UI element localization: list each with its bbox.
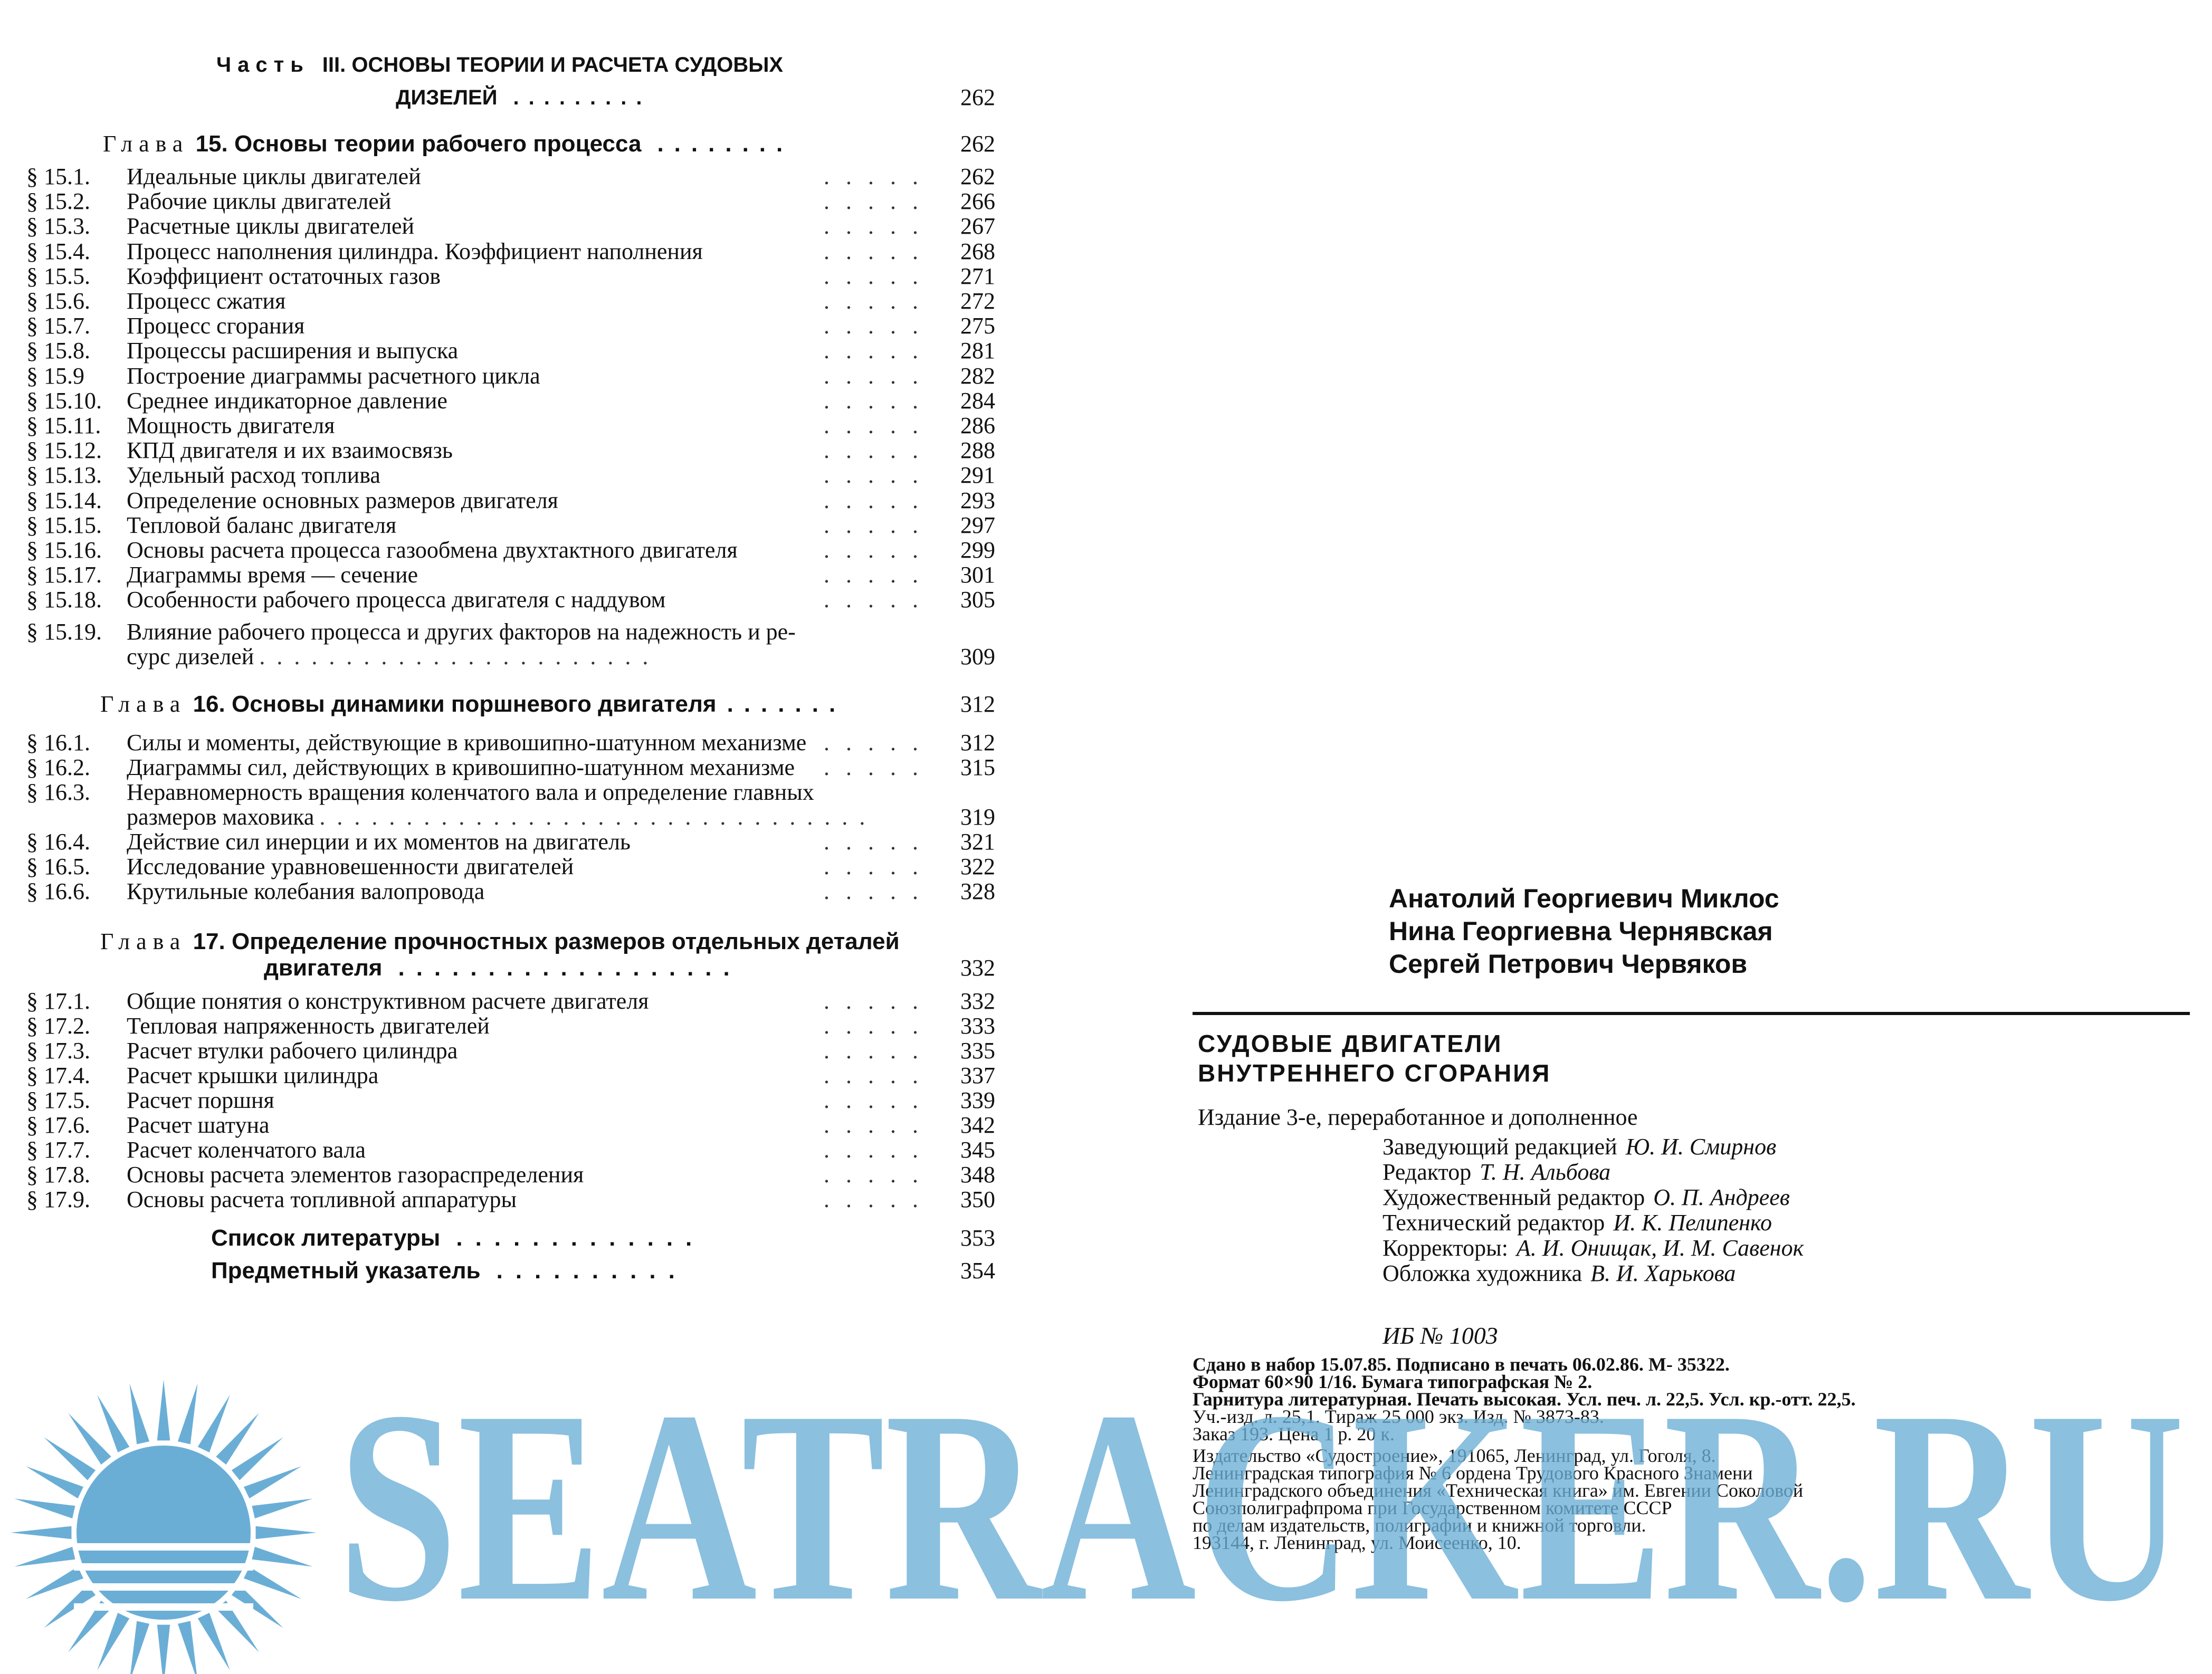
toc-item <box>0 512 1018 539</box>
part-page: 262 <box>960 84 995 110</box>
sun-ray <box>26 1466 83 1498</box>
chapter-17-title-line2-text: двигателя <box>264 955 383 981</box>
toc-item-title: Особенности рабочего процесса двигателя с наддувом <box>127 587 666 613</box>
credit-name: В. И. Харькова <box>1590 1260 1736 1286</box>
credit-role: Художественный редактор <box>1382 1184 1645 1210</box>
toc-item-title: Расчет крышки цилиндра <box>127 1063 379 1088</box>
toc-item <box>0 829 1018 855</box>
credit-line <box>1382 1185 1804 1210</box>
toc-item-number: § 17.2. <box>26 1013 90 1039</box>
toc-item <box>0 213 1018 240</box>
toc-item-16-3-line2-text: размеров маховика <box>127 804 314 830</box>
toc-item-number: § 15.3. <box>26 213 90 240</box>
toc-item-page: 348 <box>960 1162 995 1188</box>
leader-dots: . . . . . <box>824 754 923 780</box>
toc-item <box>0 1137 1018 1163</box>
leader-dots: . . . . . <box>824 1013 923 1039</box>
sun-ray <box>244 1466 301 1498</box>
toc-item-number: § 15.15. <box>26 512 102 538</box>
editorial-credits <box>1382 1134 1804 1286</box>
toc-item-number: § 15.11. <box>26 413 101 438</box>
credit-line <box>1382 1160 1804 1185</box>
author-2: Нина Георгиевна Чернявская <box>1389 916 1773 946</box>
chapter-17-label: Глава <box>100 929 187 954</box>
leader-dots: . . . . . <box>824 587 923 613</box>
credit-name: А. И. Онищак, И. М. Савенок <box>1516 1235 1804 1261</box>
chapter-16-page: 312 <box>960 691 995 717</box>
toc-item-number: § 16.6. <box>26 878 90 904</box>
toc-item <box>0 754 1018 781</box>
chapter-15-title: 15. Основы теории рабочего процесса <box>195 131 642 157</box>
leader-dots: . . . . . <box>824 1087 923 1113</box>
toc-item <box>0 1187 1018 1213</box>
toc-item-15-19-line2-text: сурс дизелей <box>127 644 254 669</box>
toc-item-page: 301 <box>960 562 995 588</box>
toc-item-title: Рабочие циклы двигателей <box>127 188 392 215</box>
sun-ray <box>244 1567 301 1599</box>
chapter-17-title-line1: 17. Определение прочностных размеров отдельных деталей <box>193 929 900 954</box>
toc-item <box>0 988 1018 1015</box>
toc-item-16-3-page: 319 <box>960 804 995 830</box>
toc-item <box>0 730 1018 756</box>
sun-icon <box>11 1380 317 1674</box>
sun-ray <box>14 1498 75 1518</box>
leader-dots: . . . . . <box>824 362 923 389</box>
leader-dots: . . . . . <box>824 462 923 489</box>
toc-item-number: § 15.4. <box>26 238 90 264</box>
toc-item-number: § 15.2. <box>26 188 90 215</box>
sun-stripe <box>74 1563 253 1571</box>
toc-item-title: Коэффициент остаточных газов <box>127 263 441 289</box>
leader-dots: . . . . . <box>824 1137 923 1163</box>
toc-item <box>0 388 1018 414</box>
toc-item-number: § 17.7. <box>26 1137 90 1163</box>
leader-dots: . . . . . <box>824 238 923 264</box>
leader-dots: . . . . . <box>824 730 923 755</box>
toc-item <box>0 313 1018 339</box>
credit-line <box>1382 1210 1804 1236</box>
print-detail-line: Сдано в набор 15.07.85. Подписано в печать 06.02.86. М- 35322. <box>1193 1354 1730 1375</box>
leader-dots: . . . . . <box>824 413 923 438</box>
toc-item-page: 268 <box>960 238 995 264</box>
toc-item-title: Тепловой баланс двигателя <box>127 512 397 538</box>
toc-item <box>0 462 1018 489</box>
leader-dots: . . . . . <box>824 562 923 588</box>
toc-item-page: 299 <box>960 537 995 563</box>
toc-item-number: § 15.6. <box>26 288 90 314</box>
toc-item-page: 271 <box>960 263 995 289</box>
leader-dots: . . . . . <box>824 437 923 464</box>
sun-disk <box>77 1446 251 1620</box>
leader-dots: . . . . . <box>824 213 923 240</box>
leader-dots: . . . . . <box>824 263 923 289</box>
toc-item <box>0 1038 1018 1064</box>
toc-item-title: Силы и моменты, действующие в кривошипно-шатунном механизме <box>127 730 807 755</box>
toc-item-number: § 17.1. <box>26 988 90 1014</box>
credit-line <box>1382 1134 1804 1160</box>
toc-item-title: Диаграммы время — сечение <box>127 562 418 588</box>
part-heading <box>216 52 783 78</box>
toc-item <box>0 413 1018 439</box>
bibliography-entry: Список литературы ............. <box>211 1225 705 1251</box>
toc-item <box>0 1063 1018 1089</box>
leader-dots: . . . . . <box>824 164 923 189</box>
toc-item <box>0 1112 1018 1139</box>
toc-item <box>0 537 1018 563</box>
book-title <box>1198 1029 1551 1088</box>
toc-item-16-3-line2: размеров маховика ................................ <box>127 804 877 830</box>
print-detail-line: Союзполиграфпрома при Государственном комитете СССР <box>1193 1497 1672 1518</box>
sun-ray <box>26 1567 83 1599</box>
leader-dots: . . . . . <box>824 1112 923 1138</box>
toc-item-number: § 17.9. <box>26 1187 90 1212</box>
toc-item-number: § 15.19. <box>26 619 102 645</box>
leader-dots: . . . . . <box>824 1162 923 1188</box>
toc-item-title: Основы расчета топливной аппаратуры <box>127 1187 517 1212</box>
leader-dots: . . . . . <box>824 1187 923 1212</box>
toc-item <box>0 1162 1018 1188</box>
leader-dots: . . . . . <box>824 1063 923 1088</box>
chapter-15-heading: Глава 15. Основы теории рабочего процесса ........ <box>103 131 794 157</box>
ib-number: ИБ № 1003 <box>1382 1322 1498 1349</box>
chapter-16-label: Глава <box>100 691 187 717</box>
toc-item-title: Процессы расширения и выпуска <box>127 338 459 364</box>
toc-item-title: Действие сил инерции и их моментов на двигатель <box>127 829 631 855</box>
toc-item-title: Среднее индикаторное давление <box>127 387 447 414</box>
toc-item-title: Крутильные колебания валопровода <box>127 878 485 904</box>
leader-dots: . . . . . <box>824 338 923 364</box>
leader-dots: . . . . . <box>824 288 923 314</box>
toc-item <box>0 363 1018 389</box>
toc-item-title: Построение диаграммы расчетного цикла <box>127 362 540 389</box>
toc-item <box>0 1087 1018 1114</box>
leader-dots: . . . . . <box>824 1038 923 1064</box>
toc-item <box>0 854 1018 880</box>
toc-item-page: 312 <box>960 730 995 755</box>
leader-dots: . . . . . <box>824 988 923 1014</box>
toc-item-page: 333 <box>960 1013 995 1039</box>
toc-item-page: 297 <box>960 512 995 538</box>
toc-item-number: § 15.1. <box>26 164 90 189</box>
toc-item-page: 288 <box>960 437 995 464</box>
toc-item <box>0 164 1018 190</box>
leader-dots: . . . . . <box>824 537 923 563</box>
toc-item-number: § 15.18. <box>26 587 102 613</box>
toc-item-15-19-page: 309 <box>960 644 995 669</box>
toc-item <box>0 878 1018 905</box>
toc-item <box>0 338 1018 364</box>
part-title-line2: ДИЗЕЛЕЙ ......... <box>396 86 652 109</box>
credit-role: Заведующий редакцией <box>1382 1134 1617 1160</box>
credit-role: Корректоры: <box>1382 1235 1508 1261</box>
toc-item-title: Идеальные циклы двигателей <box>127 164 421 189</box>
bibliography-page: 353 <box>960 1225 995 1251</box>
sun-ray <box>178 1621 198 1674</box>
author-3: Сергей Петрович Червяков <box>1389 949 1748 979</box>
toc-item-number: § 16.5. <box>26 854 90 879</box>
toc-item-number: § 15.7. <box>26 313 90 339</box>
chapter-17-heading <box>100 929 900 955</box>
toc-item-16-3 <box>26 779 90 806</box>
toc-item-page: 266 <box>960 188 995 215</box>
divider-rule <box>1193 1012 2190 1015</box>
toc-item-title: Исследование уравновешенности двигателей <box>127 854 574 879</box>
toc-item-page: 291 <box>960 462 995 489</box>
sun-ray <box>178 1383 198 1444</box>
toc-item <box>0 587 1018 613</box>
toc-item-title: Расчет шатуна <box>127 1112 270 1138</box>
toc-item-page: 337 <box>960 1063 995 1088</box>
toc-item-title: Общие понятия о конструктивном расчете двигателя <box>127 988 649 1014</box>
toc-item-number: § 15.5. <box>26 263 90 289</box>
toc-item-title: Расчетные циклы двигателей <box>127 213 415 240</box>
toc-item-title: Процесс наполнения цилиндра. Коэффициент наполнения <box>127 238 703 264</box>
sun-ray <box>256 1526 317 1539</box>
sun-ray <box>11 1526 71 1539</box>
chapter-16-heading: Глава 16. Основы динамики поршневого двигателя ....... <box>100 691 846 717</box>
toc-item-page: 272 <box>960 288 995 314</box>
toc-item-page: 321 <box>960 829 995 855</box>
toc-item-page: 315 <box>960 754 995 780</box>
print-detail-line: по делам издательств, полиграфии и книжной торговли. <box>1193 1515 1646 1536</box>
subject-index-entry: Предметный указатель .......... <box>211 1258 688 1284</box>
sun-stripe <box>74 1543 253 1551</box>
subject-index-title: Предметный указатель <box>211 1258 481 1284</box>
toc-item-title: Процесс сгорания <box>127 313 305 339</box>
toc-item-number: § 17.3. <box>26 1038 90 1064</box>
toc-item-number: § 17.8. <box>26 1162 90 1188</box>
author-list <box>1389 882 1779 980</box>
toc-item-title: Тепловая напряженность двигателей <box>127 1013 490 1039</box>
toc-item-title: Мощность двигателя <box>127 413 335 438</box>
sun-ray <box>97 1613 129 1670</box>
toc-item-page: 267 <box>960 213 995 240</box>
toc-item-page: 275 <box>960 313 995 339</box>
toc-item-page: 322 <box>960 854 995 879</box>
toc-item <box>0 288 1018 314</box>
print-detail-line: 193144, г. Ленинград, ул. Моисеенко, 10. <box>1193 1532 1521 1553</box>
toc-item-number: § 15.13. <box>26 462 102 489</box>
toc-item-number: § 15.12. <box>26 437 102 464</box>
toc-item-number: § 15.10. <box>26 387 102 414</box>
toc-item-number: § 17.4. <box>26 1063 90 1088</box>
watermark-text: SEATRACKER.RU <box>338 1355 2185 1658</box>
toc-item <box>0 263 1018 290</box>
print-detail-line: Гарнитура литературная. Печать высокая. Усл. печ. л. 22,5. Усл. кр.-отт. 22,5. <box>1193 1389 1856 1410</box>
toc-item-title: Основы расчета процесса газообмена двухтактного двигателя <box>127 537 738 563</box>
toc-item-page: 284 <box>960 387 995 414</box>
print-detail-line: Издательство «Судостроение», 191065, Ленинград, ул. Гоголя, 8. <box>1193 1445 1716 1466</box>
sun-ray <box>129 1621 149 1674</box>
leader-dots: . . . . . <box>824 829 923 855</box>
toc-item-title: КПД двигателя и их взаимосвязь <box>127 437 453 464</box>
sun-ray <box>14 1547 75 1567</box>
toc-item-page: 345 <box>960 1137 995 1163</box>
part-title-line2-text: ДИЗЕЛЕЙ <box>396 86 498 109</box>
credit-name: О. П. Андреев <box>1653 1184 1790 1210</box>
toc-item-number: § 17.5. <box>26 1087 90 1113</box>
sun-ray <box>198 1613 230 1670</box>
sun-ray <box>252 1498 312 1518</box>
author-1: Анатолий Георгиевич Миклос <box>1389 884 1779 913</box>
toc-item-page: 335 <box>960 1038 995 1064</box>
book-title-line1: СУДОВЫЕ ДВИГАТЕЛИ <box>1198 1030 1503 1057</box>
toc-item-page: 293 <box>960 487 995 513</box>
leader-dots: . . . . . <box>824 313 923 339</box>
toc-item-page: 305 <box>960 587 995 613</box>
leader-dots: . . . . . <box>824 512 923 538</box>
toc-item-title: Процесс сжатия <box>127 288 286 314</box>
toc-item-number: § 15.9 <box>26 362 84 389</box>
chapter-17-title-line2: двигателя ................... <box>264 955 741 981</box>
toc-item-title: Основы расчета элементов газораспределения <box>127 1162 584 1188</box>
print-detail-line: Заказ 193. Цена 1 р. 20 к. <box>1193 1423 1395 1445</box>
subject-index-page: 354 <box>960 1258 995 1284</box>
sun-stripe <box>74 1603 253 1611</box>
leader-dots: . . . . . <box>824 487 923 513</box>
credit-line <box>1382 1236 1804 1261</box>
toc-item-page: 286 <box>960 413 995 438</box>
chapter-15-page: 262 <box>960 131 995 157</box>
toc-item-number: § 17.6. <box>26 1112 90 1138</box>
edition-note: Издание 3-е, переработанное и дополненное <box>1198 1104 1638 1130</box>
chapter-17-page: 332 <box>960 955 995 981</box>
leader-dots: . . . . . <box>824 387 923 414</box>
toc-item-number: § 15.14. <box>26 487 102 513</box>
toc-item-title: Расчет поршня <box>127 1087 274 1113</box>
toc-item <box>0 188 1018 215</box>
toc-item <box>0 1013 1018 1039</box>
credit-name: И. К. Пелипенко <box>1613 1210 1772 1236</box>
toc-item-page: 262 <box>960 164 995 189</box>
credit-name: Ю. И. Смирнов <box>1625 1134 1777 1160</box>
toc-item-page: 339 <box>960 1087 995 1113</box>
toc-item-number: § 16.2. <box>26 754 90 780</box>
leader-dots: . . . . . <box>824 188 923 215</box>
toc-item-page: 350 <box>960 1187 995 1212</box>
part-label: Часть <box>216 53 310 76</box>
chapter-15-label: Глава <box>103 131 189 157</box>
toc-item <box>0 562 1018 588</box>
toc-item-page: 332 <box>960 988 995 1014</box>
toc-item-title: Диаграммы сил, действующих в кривошипно-шатунном механизме <box>127 754 795 780</box>
chapter-16-title: 16. Основы динамики поршневого двигателя <box>193 691 717 717</box>
toc-item-number: § 15.8. <box>26 338 90 364</box>
toc-item-15-19-line1: Влияние рабочего процесса и других факторов на надежность и ре- <box>127 619 796 645</box>
toc-item-title: Удельный расход топлива <box>127 462 380 489</box>
toc-item <box>0 437 1018 464</box>
toc-item-title: Определение основных размеров двигателя <box>127 487 558 513</box>
toc-item-15-19-line2: сурс дизелей ....................... <box>127 644 660 669</box>
toc-item-page: 281 <box>960 338 995 364</box>
toc-item-title: Расчет втулки рабочего цилиндра <box>127 1038 458 1064</box>
bibliography-title: Список литературы <box>211 1225 441 1251</box>
credit-name: Т. Н. Альбова <box>1480 1159 1611 1185</box>
toc-item <box>0 487 1018 514</box>
print-detail-line: Формат 60×90 1/16. Бумага типографская № 2. <box>1193 1371 1593 1392</box>
toc-item-16-3-line1: Неравномерность вращения коленчатого вала и определение главных <box>127 779 814 805</box>
toc-item-15-19 <box>26 619 102 645</box>
toc-item-page: 282 <box>960 362 995 389</box>
sun-ray <box>97 1395 129 1452</box>
table-of-contents <box>0 0 1055 1319</box>
sun-ray <box>198 1395 230 1452</box>
print-detail-line: Ленинградского объединения «Техническая книга» им. Евгении Соколовой <box>1193 1480 1804 1501</box>
sun-ray <box>252 1547 312 1567</box>
sun-ray <box>129 1383 149 1444</box>
credit-role: Редактор <box>1382 1159 1472 1185</box>
watermark-logo <box>0 1351 2212 1674</box>
toc-item-title: Расчет коленчатого вала <box>127 1137 366 1163</box>
credit-role: Обложка художника <box>1382 1260 1582 1286</box>
print-detail-line: Уч.-изд. л. 25,1. Тираж 25 000 экз. Изд. № 3873-83. <box>1193 1406 1604 1427</box>
print-detail-line: Ленинградская типография № 6 ордена Трудового Красного Знамени <box>1193 1462 1753 1484</box>
sun-stripe <box>74 1583 253 1591</box>
credit-line <box>1382 1261 1804 1286</box>
book-title-line2: ВНУТРЕННЕГО СГОРАНИЯ <box>1198 1059 1551 1087</box>
leader-dots: . . . . . <box>824 854 923 879</box>
toc-item-page: 328 <box>960 878 995 904</box>
toc-item-number: § 16.1. <box>26 730 90 755</box>
toc-item-number: § 16.3. <box>26 779 90 805</box>
part-title-line1: III. ОСНОВЫ ТЕОРИИ И РАСЧЕТА СУДОВЫХ <box>322 53 784 76</box>
leader-dots: . . . . . <box>824 878 923 904</box>
toc-item-page: 342 <box>960 1112 995 1138</box>
sun-ray <box>157 1380 170 1440</box>
toc-item-number: § 15.16. <box>26 537 102 563</box>
toc-item-number: § 15.17. <box>26 562 102 588</box>
toc-item <box>0 238 1018 265</box>
sun-ray <box>157 1625 170 1674</box>
toc-item-number: § 16.4. <box>26 829 90 855</box>
credit-role: Технический редактор <box>1382 1210 1605 1236</box>
